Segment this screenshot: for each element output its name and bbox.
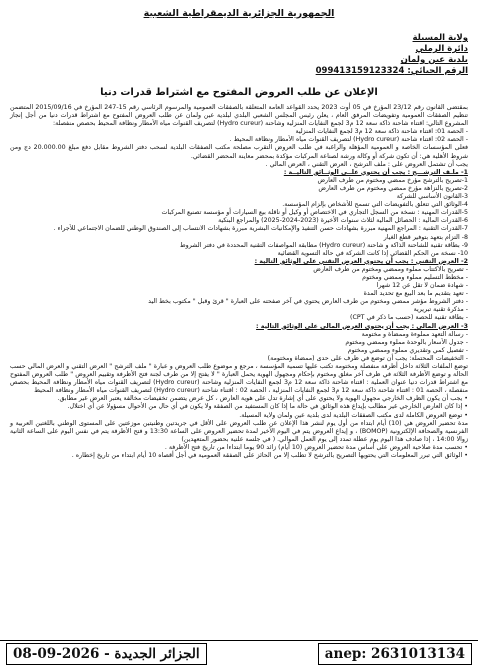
body-paragraph: 10- نسخة من الحكم القضائي إذا كانت الشركة في حالة التسوية القضائية bbox=[277, 249, 468, 257]
commune-line: بلدية عين ولمان bbox=[400, 55, 468, 65]
body-paragraph: يجب أن تشتمل العروض على : ملف الترشح ، العرض التقني ، العرض المالي . bbox=[265, 160, 468, 168]
body-paragraph: • تحسب مدة صلاحية العروض على أساس مدة تحضير العروض (10 أيام) زائد 90 يوما ابتداءا من تاريخ فتح الأظرفة . bbox=[164, 443, 468, 451]
republic-header: الجمهورية الجزائرية الديمقراطية الشعبية bbox=[143, 8, 335, 19]
body-paragraph: - دفتر الشروط مؤشر ممضي ومختوم من طرف العارض يحتوي في آخر صفحته على العبارة " قرئ وقبل " مكتوب بخط اليد bbox=[148, 298, 468, 306]
announcement-title: الإعلان عن طلب العروض المفتوح مع اشتراط قدرات دنيا bbox=[100, 87, 378, 98]
body-paragraph: - مخطط التسليم مملوء وممضي ومختوم bbox=[362, 273, 468, 281]
body-paragraph: 9- بطاقة تقنية للشاحنة الذاكة و شاحنة (Hydro cureur) مطابقة المواصفات التقنية المحددة في دفتر الشروط bbox=[179, 241, 468, 249]
body-paragraph: • الوثائق التي تبرر المعلومات التي يحتويها التصريح بالترشح لا تطلب إلا من الحائز على الصفقة العمومية في أجل أقصاه 10 أيام ابتداء من تاريخ إخطاره . bbox=[71, 452, 468, 460]
section-heading: 2- العرض التقني : يجب أن يحتوي العرض التقني على الوثائق التالية : bbox=[254, 257, 468, 265]
newspaper-name: الجزائر الجديدة bbox=[114, 646, 200, 662]
body-paragraph: 1-تصريح بالترشح مؤرخ ممضي ومختوم من طرف العارض bbox=[317, 176, 468, 184]
body-paragraph: • توضع العروض الكاملة لدى مكتب الصفقات البلدية لدى بلدية عين ولمان ولاية المسيلة. bbox=[239, 411, 468, 419]
body-paragraph: 2-تصريح بالنزاهة مؤرخ ممضي ومختوم من طرف العارض bbox=[318, 184, 468, 192]
body-paragraph: 5-القدرات المهنية : نسخة من السجل التجاري في الاختصاص أو وكيل أو ناقلة بيع السيارات أو مؤسسة تصنيع المركبات bbox=[161, 209, 468, 217]
body-paragraph: • إذا كان العارض الخارجي غير مطالب بإيداع هذه الوثائق في حالة ما إذا كان المستفيد من الصفقة ولا يكون في أي حال من الأحوال مسؤولا عن أي اختلال. bbox=[67, 403, 468, 411]
body-paragraph: - تفصيل كمي وتقديري مملوء وممضي ومختوم bbox=[347, 346, 468, 354]
date-separator: - bbox=[99, 646, 110, 662]
daira-line: دائرة الرملي bbox=[415, 44, 468, 54]
body-paragraph: مدة تحضير العروض هي (10) أيام ابتداء من أول يوم لنشر هذا الإعلان عن طلب العروض على الأقل في جريدتين وطنيتين موزعتين على المستوى الوطني باللغتين العربية و الفرنسية والصحافة الإلكترونية (BOMOP) ، و إيداع العروض يتم في اليوم الأخير لمدة تحضير العروض على الساعة 13:30 و فتح الأظرفة يتم في نفس اليوم على الساعة الثانية زوالا 14:00 ، إذا صادف هذا اليوم يوم عطلة تمدد إلى يوم العمل الموالي. ( في جلسة علنية بحضور المتعهدين) bbox=[10, 419, 468, 443]
newspaper-box bbox=[6, 643, 207, 665]
body-paragraph: بمقتضى القانون رقم 23/12 المؤرخ في 05 أوت 2023 يحدد القواعد العامة المتعلقة بالصفقات العمومية والمرسوم الرئاسي رقم 15-247 المؤرخ في 2015/09/16 المتضمن تنظيم الصفقات العمومية وتفويضات المرفق العام ، يعلن رئيس المجلس الشعبي البلدي لبلدية عين ولمان عن طلب العروض المفتوح مع اشتراط قدرات دنيا من أجل إنجاز المشروع التالي: اقتناء شاحنة ذاكة سعة 12 م3 لجمع النفايات المنزلية وشاحنة (Hydro cureur) لتصريف القنوات مياه الأمطار ونظافة المحيط بحصص منفصلة: bbox=[10, 104, 468, 128]
body-paragraph: 4-الوثائق التي تتعلق بالتفويضات التي تسمح للأشخاص بإلزام المؤسسة. bbox=[282, 201, 468, 209]
body-paragraph: • يجب أن يكون الظرف الخارجي مجهول الهوية ولا يحتوي على أي إشارة تدل على هوية العارض ، كل عرض يتضمن تخفيضات مخالفة يعتبر العرض غير مطابق. bbox=[57, 395, 468, 403]
publication-date: 2026-09-08 bbox=[13, 646, 100, 662]
body-paragraph: فعلى المؤسسات الخاصة و العمومية المؤهلة والراغبة في طلب العروض التقرب مصلحة مكتب الصفقات البلدية لسحب دفتر الشروط مقابل دفع مبلغ 20.000.00 دج ومن شروط الأهلية هي: أن تكون شركة أو وكالة ورشة لصناعة المركبات مؤكدة بمحضر معاينة المحضر القضائي. bbox=[10, 144, 468, 160]
body-paragraph: - الحصة 01: اقتناء شاحنة ذاكة سعة 12 م3 لجمع النفايات المنزلية bbox=[295, 128, 468, 136]
tax-number-line: الرقم الجبائي: 099413159123324 bbox=[315, 66, 468, 76]
announcement-body bbox=[10, 104, 468, 460]
body-paragraph: 6-القدرات المالية : الحصائل المالية لثلاث سنوات الأخيرة (2023-2024-2025) والمراجع البنكية bbox=[218, 217, 468, 225]
body-paragraph: - جدول الأسعار بالوحدة مملوء وممضي ومختوم bbox=[345, 338, 468, 346]
body-paragraph: توضع الملفات الثلاثة داخل أظرفة منفصلة ومختومة تكتب عليها تسمية المؤسسة ، مرجع و موضوع طلب العروض و عبارة " ملف الترشح " العرض التقني و العرض المالي حسب الحالة و توضع الأظرفة الثلاثة في ظرف آخر مغلق ومختوم بإحكام ومجهول الهوية يحمل العبارة " لا يفتح إلا من طرف لجنة فتح الأظرفة وتقييم العروض " طلب العروض المفتوح مع اشتراط قدرات دنيا عنوان العملية : اقتناء شاحنة ذاكة سعة 12 م3 لجمع النفايات المنزلية وشاحنة (Hydro cureur) لتصريف القنوات مياه الأمطار ونظافة المحيط بحصص منفصلة ، الحصة 01 : اقتناء شاحنة ذاكة سعة 12 م3 لجمع النفايات المنزلية ، الحصة 02 : اقتناء شاحنة (Hydro cureur) لتصريف القنوات مياه الأمطار ونظافة المحيط bbox=[10, 363, 469, 395]
anep-number: anep: 2631013134 bbox=[318, 643, 472, 665]
body-paragraph: - تصريح بالاكتتاب مملوء وممضي ومختوم من طرف العارض bbox=[313, 265, 468, 273]
footer-bar bbox=[0, 640, 478, 667]
body-paragraph: - بطاقة تقنية للحصة (حسب ما ذكر في CPT) bbox=[349, 314, 468, 322]
body-paragraph: - التخفيضات المحتملة: يجب أن توضع في ظرف على حدى (ممضاة ومختومة) bbox=[267, 354, 468, 362]
body-paragraph: - رسالة التعهد مملوءة وممضاة و مختومة bbox=[361, 330, 468, 338]
body-paragraph: - مذكرة تقنية تبريرية bbox=[413, 306, 468, 314]
body-paragraph: - تعهد بتقديم ما بعد البيع مع تحديد المدة bbox=[363, 290, 468, 298]
section-heading: 1- ملـف الترشـــح : يجب أن يحتوي علــى الوثــائق التاليــة : bbox=[283, 168, 468, 176]
body-paragraph: 3-القانون الأساسي للشركة bbox=[396, 193, 468, 201]
body-paragraph: 7-القدرات التقنية : المراجع المهنية مبررة بشهادات حسن التنفيذ والإمكانيات البشرية مبررة بشهادات الانتساب إلى الصندوق الوطني للضمان الاجتماعي للأجراء . bbox=[53, 225, 468, 233]
body-paragraph: - شهادة ضمان لا تقل عن 12 شهرا bbox=[376, 282, 468, 290]
wilaya-line: ولاية المسيلة bbox=[412, 33, 468, 43]
body-paragraph: - الحصة 02: اقتناء شاحنة (Hydro cureur) لتصريف القنوات مياه الأمطار ونظافة المحيط . bbox=[229, 136, 468, 144]
administration-block bbox=[10, 33, 468, 77]
body-paragraph: 8- التزام بتعهد بتوفير قطع الغيار bbox=[383, 233, 468, 241]
section-heading: 3- العرض المالي : يجب أن يحتوي العرض المالي على الوثائق التالية : bbox=[256, 322, 468, 330]
